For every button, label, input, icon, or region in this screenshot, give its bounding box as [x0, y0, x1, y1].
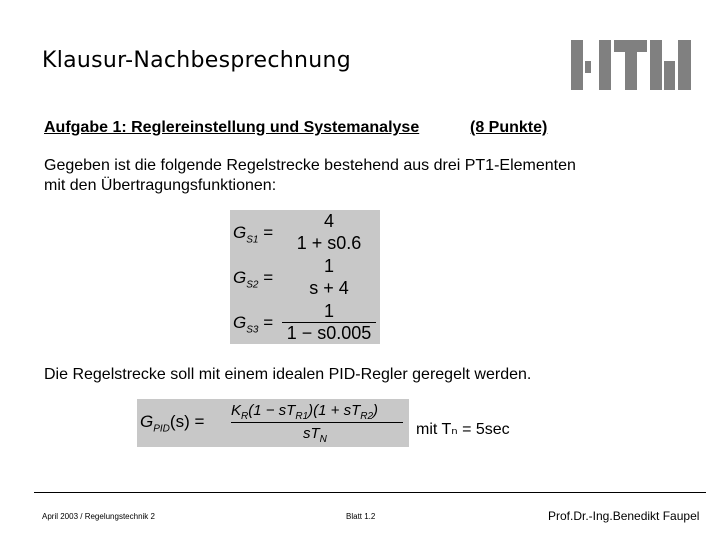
pid-condition: mit Tₙ = 5sec: [416, 421, 510, 438]
gs3-label: $G_{S3}$ =: [233, 313, 274, 336]
gs3-denominator: 1 − s0.005: [286, 323, 372, 343]
footer-right: Prof.Dr.-Ing.Benedikt Faupel: [548, 509, 700, 523]
gs1-label: $G_{S1}$ =: [233, 223, 274, 246]
transfer-functions-box: [230, 210, 380, 344]
pid-numerator: $K_R(1 - sT_{R1})(1 + sT_{R2})$: [231, 402, 379, 422]
page-title: Klausur-Nachbesprechnung: [42, 48, 351, 73]
gs2-denominator: s + 4: [309, 278, 349, 298]
gs3-numerator: 1: [323, 301, 334, 321]
footer-center: Blatt 1.2: [346, 512, 376, 521]
fraction-line: [231, 422, 403, 423]
intro-line-2: mit den Übertragungsfunktionen:: [44, 177, 277, 194]
task-points: (8 Punkte): [470, 119, 548, 136]
gs2-label: $G_{S2}$ =: [233, 268, 274, 291]
gs1-denominator: 1 + s0.6: [296, 233, 362, 253]
gs1-numerator: 4: [323, 211, 334, 231]
pid-lhs: $G_{PID}(s)$ =: [140, 412, 205, 435]
footer-left: April 2003 / Regelungstechnik 2: [42, 512, 155, 521]
intro-line-1: Gegeben ist die folgende Regelstrecke bestehend aus drei PT1-Elementen: [44, 157, 576, 174]
pid-sentence: Die Regelstrecke soll mit einem idealen PID-Regler geregelt werden.: [44, 366, 532, 383]
footer-divider: [34, 492, 706, 493]
intro-text: [44, 156, 576, 196]
gs2-numerator: 1: [323, 256, 334, 276]
task-heading: Aufgabe 1: Reglereinstellung und Systemanalyse: [44, 119, 420, 136]
pid-formula-box: [137, 399, 409, 447]
pid-denominator: $sT_N$: [303, 425, 327, 445]
